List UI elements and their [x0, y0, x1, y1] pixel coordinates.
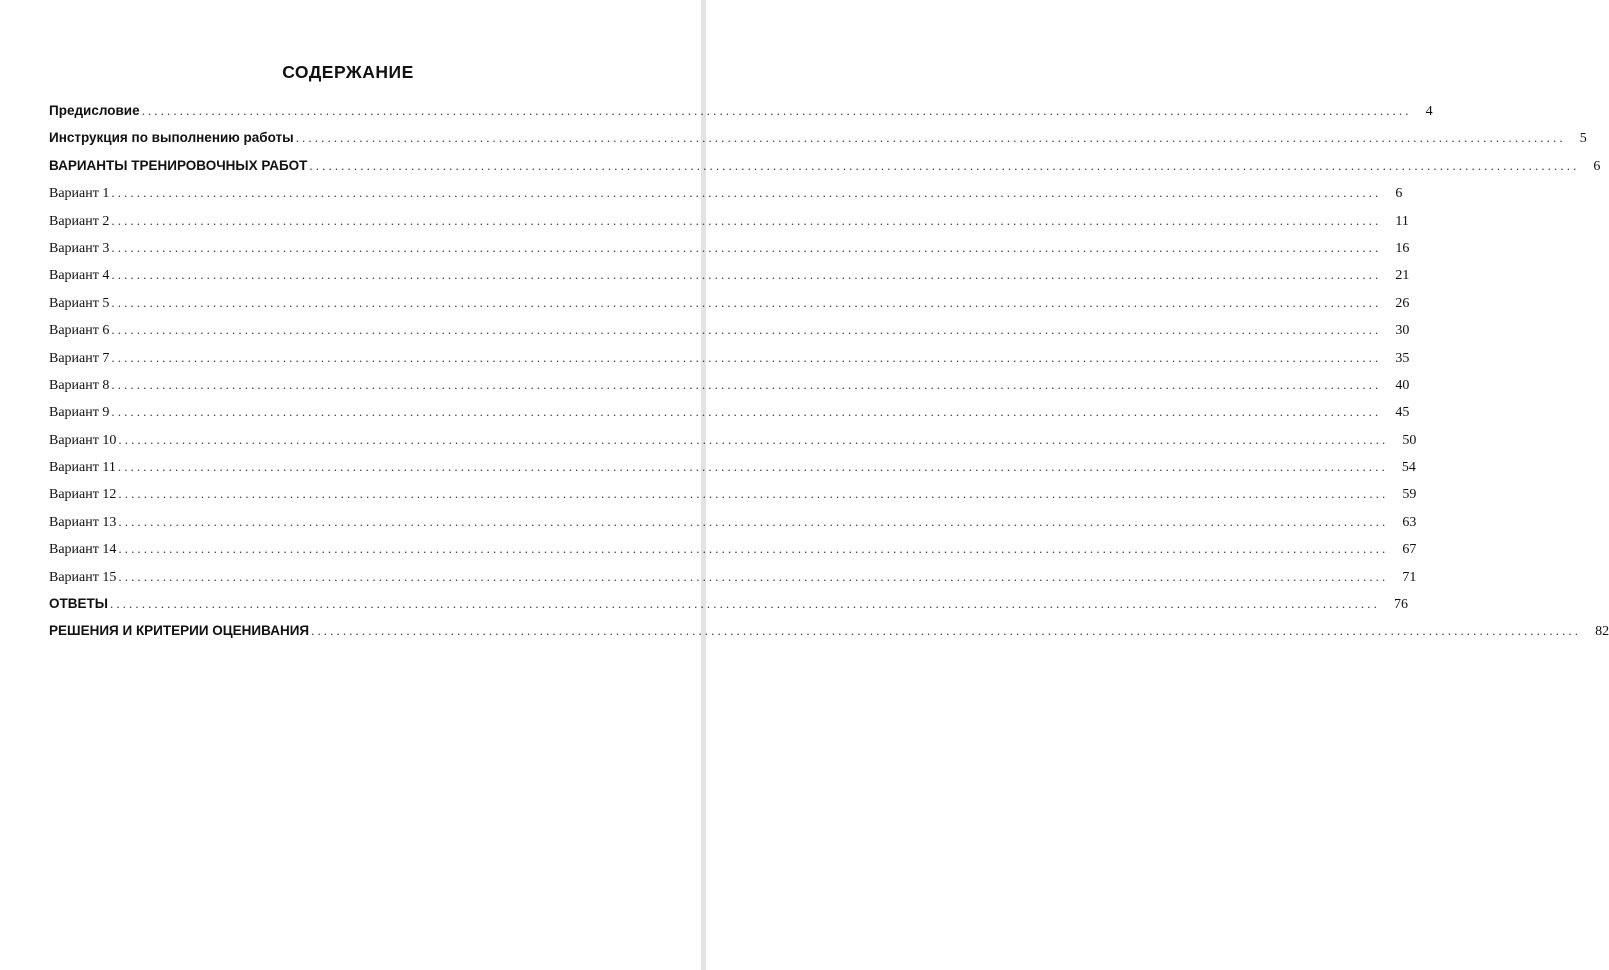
toc-entry-page-number: 67	[1402, 542, 1417, 558]
dot-leader: ........................................................................................................................................................................................................	[295, 130, 1566, 146]
toc-entry[interactable]	[49, 349, 1410, 377]
dot-leader: ........................................................................................................................................................................................................	[111, 185, 1382, 201]
toc-entry-page-number: 4	[1425, 104, 1433, 119]
toc-entry-page-number: 54	[1401, 460, 1416, 476]
dot-leader: ........................................................................................................................................................................................................	[109, 596, 1380, 612]
toc-entry[interactable]	[49, 157, 1601, 185]
toc-entry-page-number: 50	[1402, 432, 1417, 448]
toc-entry-label: РЕШЕНИЯ И КРИТЕРИИ ОЦЕНИВАНИЯ	[49, 623, 310, 639]
toc-entry[interactable]	[49, 376, 1410, 404]
dot-leader: ........................................................................................................................................................................................................	[118, 486, 1389, 502]
toc-entry-label: ОТВЕТЫ	[49, 596, 108, 612]
toc-entry[interactable]	[49, 404, 1410, 431]
toc-entry-label: Вариант 14	[49, 542, 117, 558]
toc-entry-page-number: 63	[1402, 514, 1417, 530]
toc-entry[interactable]	[49, 486, 1417, 513]
dot-leader: ........................................................................................................................................................................................................	[118, 568, 1389, 584]
toc-entry[interactable]	[49, 431, 1417, 459]
dot-leader: ........................................................................................................................................................................................................	[309, 157, 1580, 173]
toc-entry[interactable]	[49, 239, 1410, 267]
toc-entry[interactable]	[49, 212, 1409, 240]
dot-leader: ........................................................................................................................................................................................................	[111, 212, 1382, 228]
toc-entry-label: Вариант 15	[49, 569, 117, 585]
dot-leader: ........................................................................................................................................................................................................	[111, 376, 1382, 392]
toc-entry-page-number: 40	[1395, 377, 1410, 393]
toc-entry-page-number: 35	[1395, 350, 1410, 366]
toc-entry-label: Вариант 7	[49, 350, 110, 366]
toc-entry-label: Вариант 12	[49, 487, 117, 503]
dot-leader: ........................................................................................................................................................................................................	[111, 322, 1382, 338]
toc-entry-label: Вариант 11	[49, 460, 116, 476]
dot-leader: ........................................................................................................................................................................................................	[111, 349, 1382, 365]
toc-entry-page-number: 5	[1579, 131, 1587, 147]
toc-entry-label: Инструкция по выполнению работы	[49, 130, 294, 146]
toc-entry[interactable]	[49, 459, 1416, 486]
toc-entry-label: Предисловие	[49, 103, 140, 118]
dot-leader: ........................................................................................................................................................................................................	[141, 103, 1412, 118]
toc-entry[interactable]	[49, 103, 1433, 130]
toc-entry[interactable]	[49, 568, 1417, 596]
toc-entry-page-number: 16	[1395, 240, 1410, 256]
toc-entry-label: Вариант 9	[49, 405, 110, 421]
toc-entry[interactable]	[49, 322, 1410, 349]
toc-entry-page-number: 30	[1395, 323, 1410, 339]
table-of-contents	[49, 103, 1609, 651]
dot-leader: ........................................................................................................................................................................................................	[117, 459, 1388, 475]
toc-entry-page-number: 59	[1402, 487, 1417, 503]
toc-entry[interactable]	[49, 623, 1609, 650]
toc-entry-label: ВАРИАНТЫ ТРЕНИРОВОЧНЫХ РАБОТ	[49, 157, 308, 173]
dot-leader: ........................................................................................................................................................................................................	[118, 431, 1389, 447]
toc-entry-label: Вариант 10	[49, 432, 117, 448]
toc-entry-page-number: 82	[1595, 624, 1609, 640]
dot-leader: ........................................................................................................................................................................................................	[111, 404, 1382, 420]
toc-entry-label: Вариант 1	[49, 186, 110, 202]
toc-entry-page-number: 11	[1395, 213, 1409, 229]
dot-leader: ........................................................................................................................................................................................................	[111, 294, 1382, 310]
toc-entry-label: Вариант 5	[49, 295, 110, 311]
toc-entry[interactable]	[49, 294, 1410, 322]
toc-entry-label: Вариант 2	[49, 213, 110, 229]
dot-leader: ........................................................................................................................................................................................................	[118, 513, 1389, 529]
toc-entry-page-number: 6	[1593, 158, 1601, 174]
toc-entry-label: Вариант 6	[49, 323, 110, 339]
toc-entry[interactable]	[49, 267, 1410, 294]
toc-entry[interactable]	[49, 513, 1417, 541]
toc-entry-page-number: 76	[1393, 597, 1408, 613]
toc-entry-page-number: 45	[1395, 405, 1410, 421]
toc-entry[interactable]	[49, 130, 1587, 157]
toc-entry-page-number: 71	[1402, 569, 1417, 585]
toc-entry-label: Вариант 3	[49, 240, 110, 256]
toc-entry-page-number: 6	[1395, 186, 1403, 202]
toc-entry[interactable]	[49, 596, 1408, 623]
dot-leader: ........................................................................................................................................................................................................	[111, 239, 1382, 255]
dot-leader: ........................................................................................................................................................................................................	[118, 541, 1389, 557]
page-title: СОДЕРЖАНИЕ	[282, 62, 414, 82]
toc-entry-label: Вариант 13	[49, 514, 117, 530]
toc-entry-page-number: 26	[1395, 295, 1410, 311]
dot-leader: ........................................................................................................................................................................................................	[111, 267, 1382, 283]
toc-entry-label: Вариант 8	[49, 377, 110, 393]
toc-entry-label: Вариант 4	[49, 268, 110, 284]
toc-entry-page-number: 21	[1395, 268, 1410, 284]
dot-leader: ........................................................................................................................................................................................................	[311, 623, 1582, 639]
toc-entry[interactable]	[49, 185, 1403, 212]
toc-entry[interactable]	[49, 541, 1417, 568]
